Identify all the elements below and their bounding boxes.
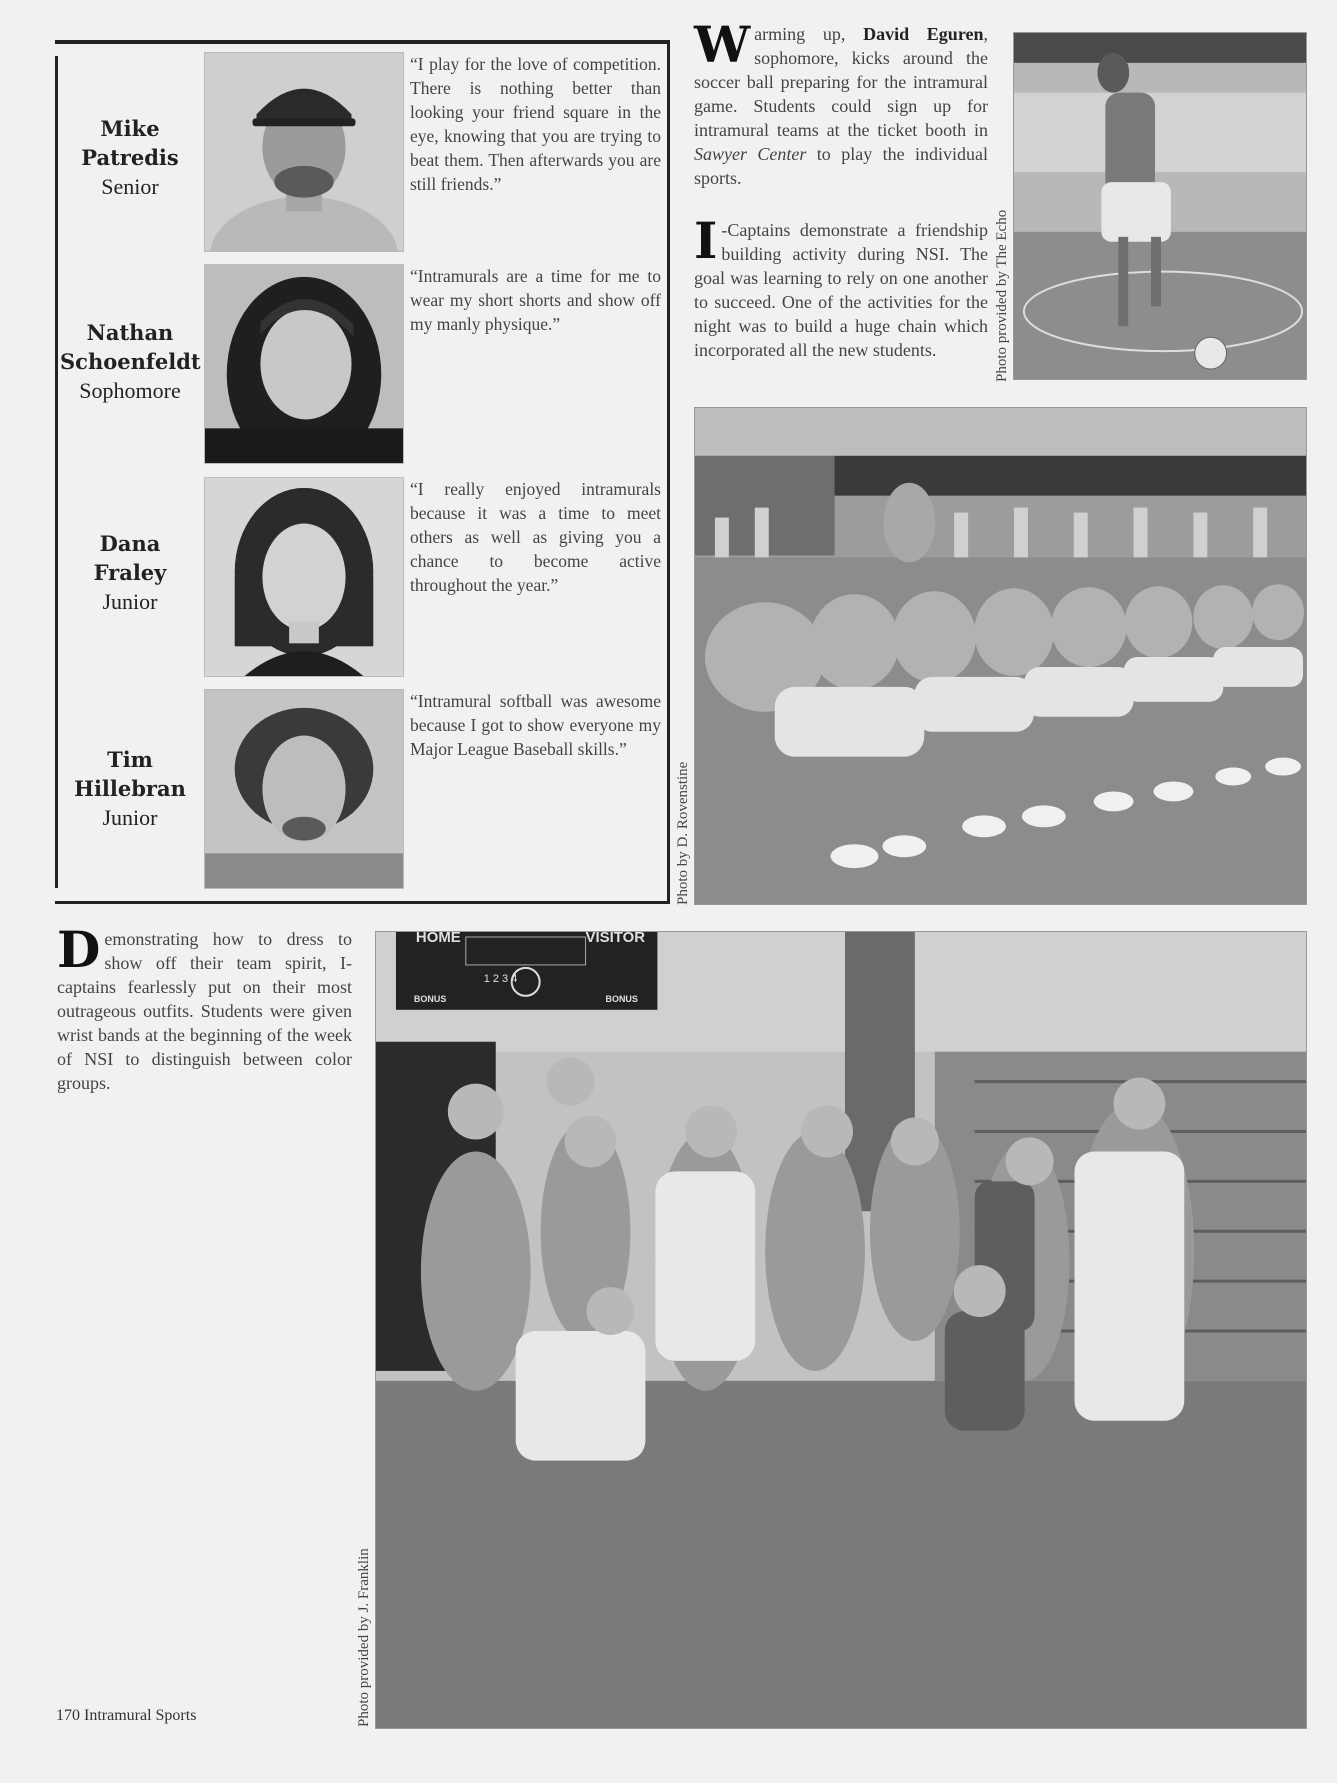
profile-year: Sophomore — [79, 378, 181, 403]
profile-row — [55, 52, 667, 252]
profile-row — [55, 264, 667, 464]
profile-name — [60, 114, 200, 201]
profile-quote: “Intramural softball was awesome because I got to show everyone my Major League Baseball skills.” — [410, 691, 661, 759]
scoreboard-bonus: BONUS — [605, 993, 638, 1004]
caption-name: David Eguren — [863, 24, 984, 44]
profile-box — [55, 40, 670, 904]
portrait-photo — [204, 477, 404, 677]
caption-place: Sawyer Center — [694, 144, 807, 164]
dropcap: I — [694, 211, 718, 270]
profile-quote: “I play for the love of competition. There is nothing better than looking your friend square in the eye, knowing that you are trying to beat them. Then afterwards you are still friends.” — [410, 54, 661, 194]
profile-quote: “Intramurals are a time for me to wear my short shorts and show off my manly physique.” — [410, 266, 661, 334]
scoreboard-home: HOME — [415, 932, 461, 946]
profile-last-name: Schoenfeldt — [60, 349, 201, 374]
profile-year: Junior — [102, 589, 158, 614]
page-number: 170 — [56, 1707, 80, 1724]
profile-name — [60, 745, 200, 832]
profile-name — [60, 318, 200, 405]
profile-first-name: Dana — [99, 531, 161, 556]
dropcap: D — [57, 920, 101, 979]
caption-text: , sophomore, kicks around the soccer ball preparing for the intramural game. Students could sign up for intramural teams at the ticket booth in — [694, 24, 988, 140]
portrait-photo — [204, 689, 404, 889]
caption-text: emonstrating how to dress to show off their team spirit, I-captains fearlessly put on their most outrageous outfits. Students were given wrist bands at the beginning of the week of NSI to distinguish between color groups. — [57, 929, 352, 1093]
caption-dress — [57, 920, 352, 1095]
photo-credit: Photo provided by The Echo — [994, 209, 1010, 382]
caption-warmup — [694, 15, 988, 190]
scoreboard-periods: 1 2 3 4 — [483, 972, 518, 985]
profile-first-name: Mike — [100, 116, 160, 141]
profile-first-name: Nathan — [86, 320, 174, 345]
profile-year: Senior — [101, 174, 159, 199]
caption-text: -Captains demonstrate a friendship building activity during NSI. The goal was learning to rely on one another to succeed. One of the activities for the night was to build a huge chain which incorporated all the new students. — [694, 220, 988, 360]
photo-credit: Photo provided by J. Franklin — [356, 1548, 372, 1727]
chain-photo — [694, 407, 1307, 905]
profile-year: Junior — [102, 805, 158, 830]
profile-last-name: Fraley — [93, 560, 167, 585]
soccer-photo — [1013, 32, 1307, 380]
page-folio — [56, 1707, 196, 1725]
caption-text: arming up, — [754, 24, 864, 44]
scoreboard-bonus: BONUS — [413, 993, 447, 1004]
portrait-photo — [204, 264, 404, 464]
costume-photo — [375, 931, 1307, 1729]
photo-credit: Photo by D. Rovenstine — [675, 761, 691, 905]
profile-quote: “I really enjoyed intramurals because it was a time to meet others as well as giving you a chance to become active throughout the year.” — [410, 479, 661, 595]
caption-text: to play the individual sports. — [694, 144, 988, 188]
profile-name — [60, 529, 200, 616]
profile-first-name: Tim — [107, 747, 153, 772]
profile-row — [55, 477, 667, 677]
profile-last-name: Hillebran — [74, 776, 186, 801]
section-name: Intramural Sports — [84, 1707, 197, 1724]
caption-icaptains — [694, 211, 988, 362]
profile-row — [55, 689, 667, 889]
dropcap: W — [694, 15, 751, 74]
profile-last-name: Patredis — [81, 145, 179, 170]
portrait-photo — [204, 52, 404, 252]
scoreboard-visitor: VISITOR — [585, 932, 646, 946]
